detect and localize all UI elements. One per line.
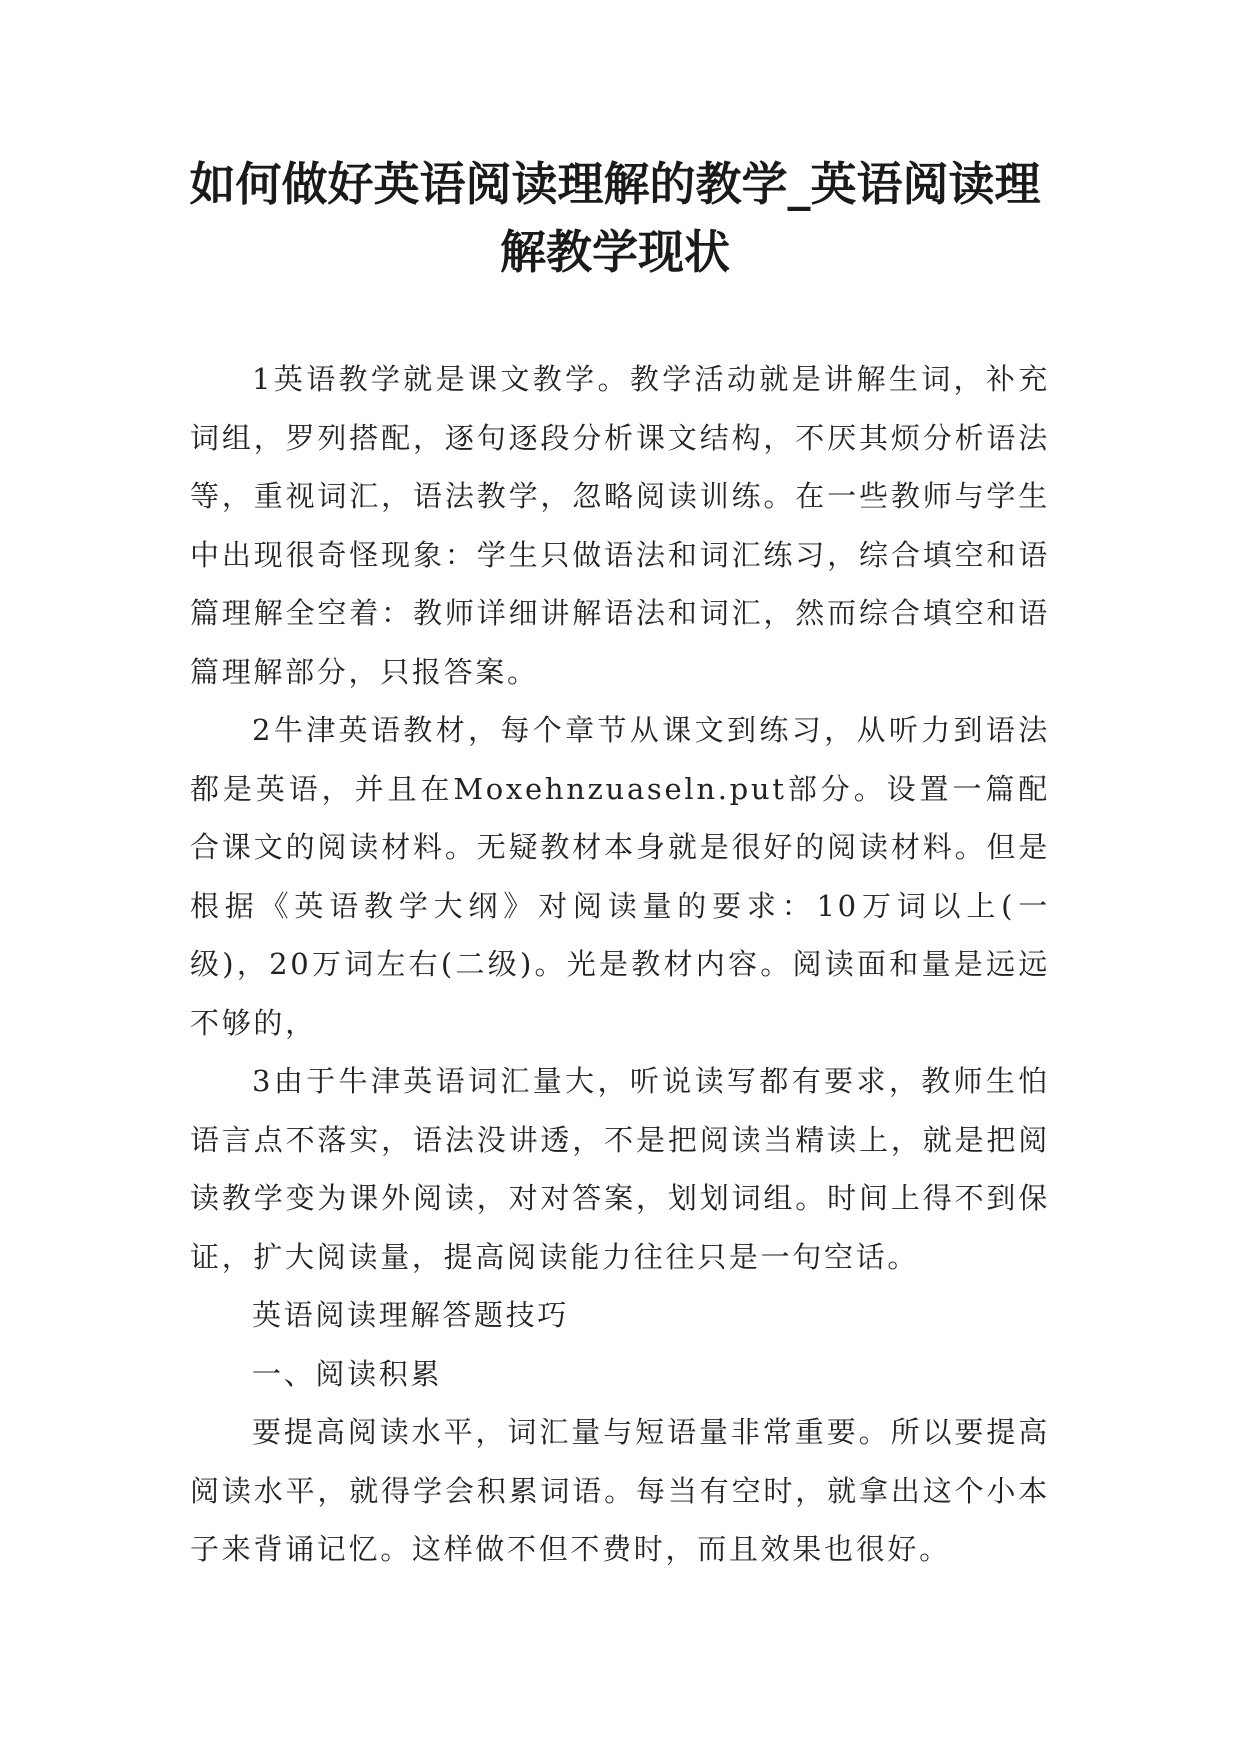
paragraph-2: 2牛津英语教材，每个章节从课文到练习，从听力到语法都是英语，并且在Moxehnzuaseln.put部分。设置一篇配合课文的阅读材料。无疑教材本身就是很好的阅读材料。但是根据《英语教学大纲》对阅读量的要求：10万词以上(一级)，20万词左右(二级)。光是教材内容。阅读面和量是远远不够的， [190, 713, 1050, 1040]
paragraph-3: 3由于牛津英语词汇量大，听说读写都有要求，教师生怕语言点不落实，语法没讲透，不是把阅读当精读上，就是把阅读教学变为课外阅读，对对答案，划划词组。时间上得不到保证，扩大阅读量，提高阅读能力往往只是一句空话。 [190, 1064, 1050, 1274]
document-title: 如何做好英语阅读理解的教学_英语阅读理解教学现状 [189, 157, 1041, 279]
document-body [190, 350, 1050, 1579]
subsection-heading-accumulation: 一、阅读积累 [252, 1356, 443, 1391]
section-heading-tips: 英语阅读理解答题技巧 [252, 1298, 570, 1332]
paragraph-1: 1英语教学就是课文教学。教学活动就是讲解生词，补充词组，罗列搭配，逐句逐段分析课文结构，不厌其烦分析语法等，重视词汇，语法教学，忽略阅读训练。在一些教师与学生中出现很奇怪现象：学生只做语法和词汇练习，综合填空和语篇理解全空着：教师详细讲解语法和词汇，然而综合填空和语篇理解部分，只报答案。 [190, 362, 1050, 689]
paragraph-4: 要提高阅读水平，词汇量与短语量非常重要。所以要提高阅读水平，就得学会积累词语。每当有空时，就拿出这个小本子来背诵记忆。这样做不但不费时，而且效果也很好。 [190, 1415, 1050, 1566]
